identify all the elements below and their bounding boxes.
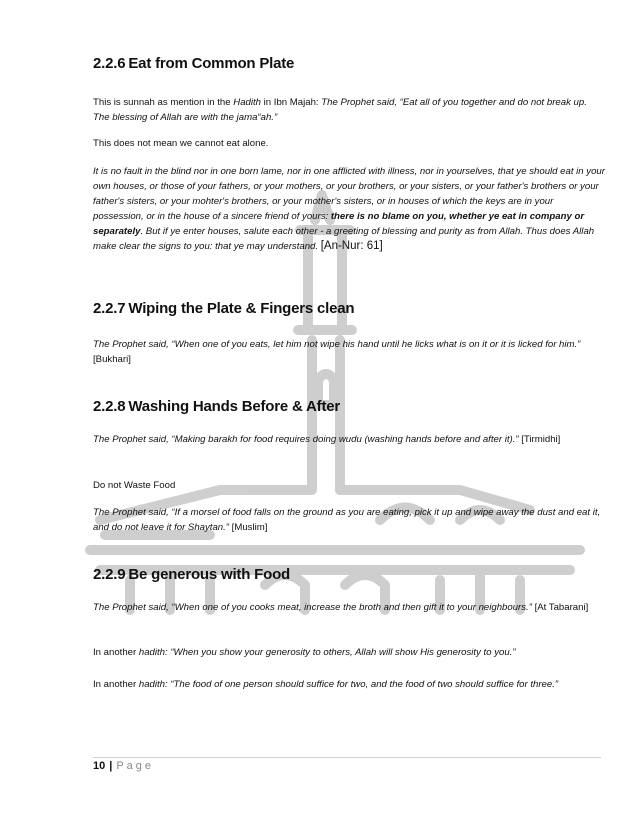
citation: [An-Nur: 61] — [320, 240, 383, 252]
text-run: . But if ye enter houses, salute each other - a greeting of blessing and purity as from Allah. Thus does Allah make clear the signs to you: that ye may understand. — [93, 226, 595, 252]
section-heading-2-2-7 — [93, 300, 354, 317]
text-run: In another — [93, 679, 139, 690]
text-run: The Prophet said, “When one of you cooks meat, increase the broth and then gift it to your neighbours.” — [93, 602, 535, 613]
text-run: This is sunnah as mention in the — [93, 97, 234, 108]
paragraph — [93, 95, 605, 125]
text-run: : “When you show your generosity to others, Allah will show His generosity to you.” — [165, 647, 516, 658]
citation: [Muslim] — [231, 522, 268, 533]
text-run: The Prophet said, “If a morsel of food falls on the ground as you are eating, pick it up and wipe away the dust and eat it, and do not leave it for Shaytan.” — [93, 507, 601, 533]
page-number: 10 — [93, 760, 106, 772]
footer-rule — [93, 757, 601, 758]
text-run: : “The food of one person should suffice for two, and the food of two should suffice for three.” — [165, 679, 559, 690]
section-heading-2-2-6 — [93, 55, 294, 72]
paragraph — [93, 136, 605, 151]
emphasis-text: there is no blame on you, whether ye eat in company or separately — [93, 211, 585, 237]
paragraph — [93, 645, 605, 660]
hadith-quote — [93, 337, 605, 367]
text-run: The Prophet said, “When one of you eats, let him not wipe his hand until he licks what is on it or it is licked for him.” — [93, 339, 581, 350]
heading-text: Wiping the Plate & Fingers clean — [128, 300, 355, 317]
text-run: hadith — [138, 679, 166, 690]
heading-text: Be generous with Food — [128, 566, 291, 583]
text-run: This does not mean we cannot eat alone. — [93, 138, 269, 149]
footer-separator: | — [109, 760, 113, 772]
page-footer — [93, 760, 154, 772]
text-run: Do not Waste Food — [93, 480, 176, 491]
hadith-quote — [93, 432, 605, 447]
heading-text: Eat from Common Plate — [128, 55, 295, 72]
text-run: Hadith — [233, 97, 261, 108]
section-heading-2-2-9 — [93, 566, 290, 583]
citation: [Tirmidhi] — [521, 434, 561, 445]
section-heading-2-2-8 — [93, 398, 340, 415]
text-run: The Prophet said, “Eat all of you together and do not break up. The blessing of Allah are with the jama“ah.” — [93, 97, 587, 123]
page-label: Page — [116, 760, 155, 772]
text-run: in Ibn Majah: — [261, 97, 322, 108]
hadith-quote — [93, 505, 605, 535]
text-run: The Prophet said, “Making barakh for food requires doing wudu (washing hands before and after it).” — [93, 434, 522, 445]
paragraph — [93, 478, 605, 493]
heading-number: 2.2.7 — [93, 300, 126, 317]
hadith-quote — [93, 600, 605, 615]
heading-number: 2.2.8 — [93, 398, 126, 415]
heading-text: Washing Hands Before & After — [128, 398, 341, 415]
heading-number: 2.2.6 — [93, 55, 126, 72]
text-run: It is no fault in the blind nor in one born lame, nor in one afflicted with illness, nor in yourselves, that ye should eat in your own houses, or those of your fathers, or your mothers, or your brothers, or your sisters, or your father's brothers or your father's sisters, or your mohter's brothers, or your mother's sisters, or in houses of which the keys are in your possession, or in the house of a sincere friend of yours: — [93, 166, 605, 222]
citation: [Bukhari] — [93, 354, 131, 365]
heading-number: 2.2.9 — [93, 566, 126, 583]
paragraph — [93, 677, 605, 692]
text-run: In another — [93, 647, 139, 658]
citation: [At Tabarani] — [534, 602, 589, 613]
text-run: hadith — [138, 647, 166, 658]
quran-quote — [93, 164, 605, 254]
